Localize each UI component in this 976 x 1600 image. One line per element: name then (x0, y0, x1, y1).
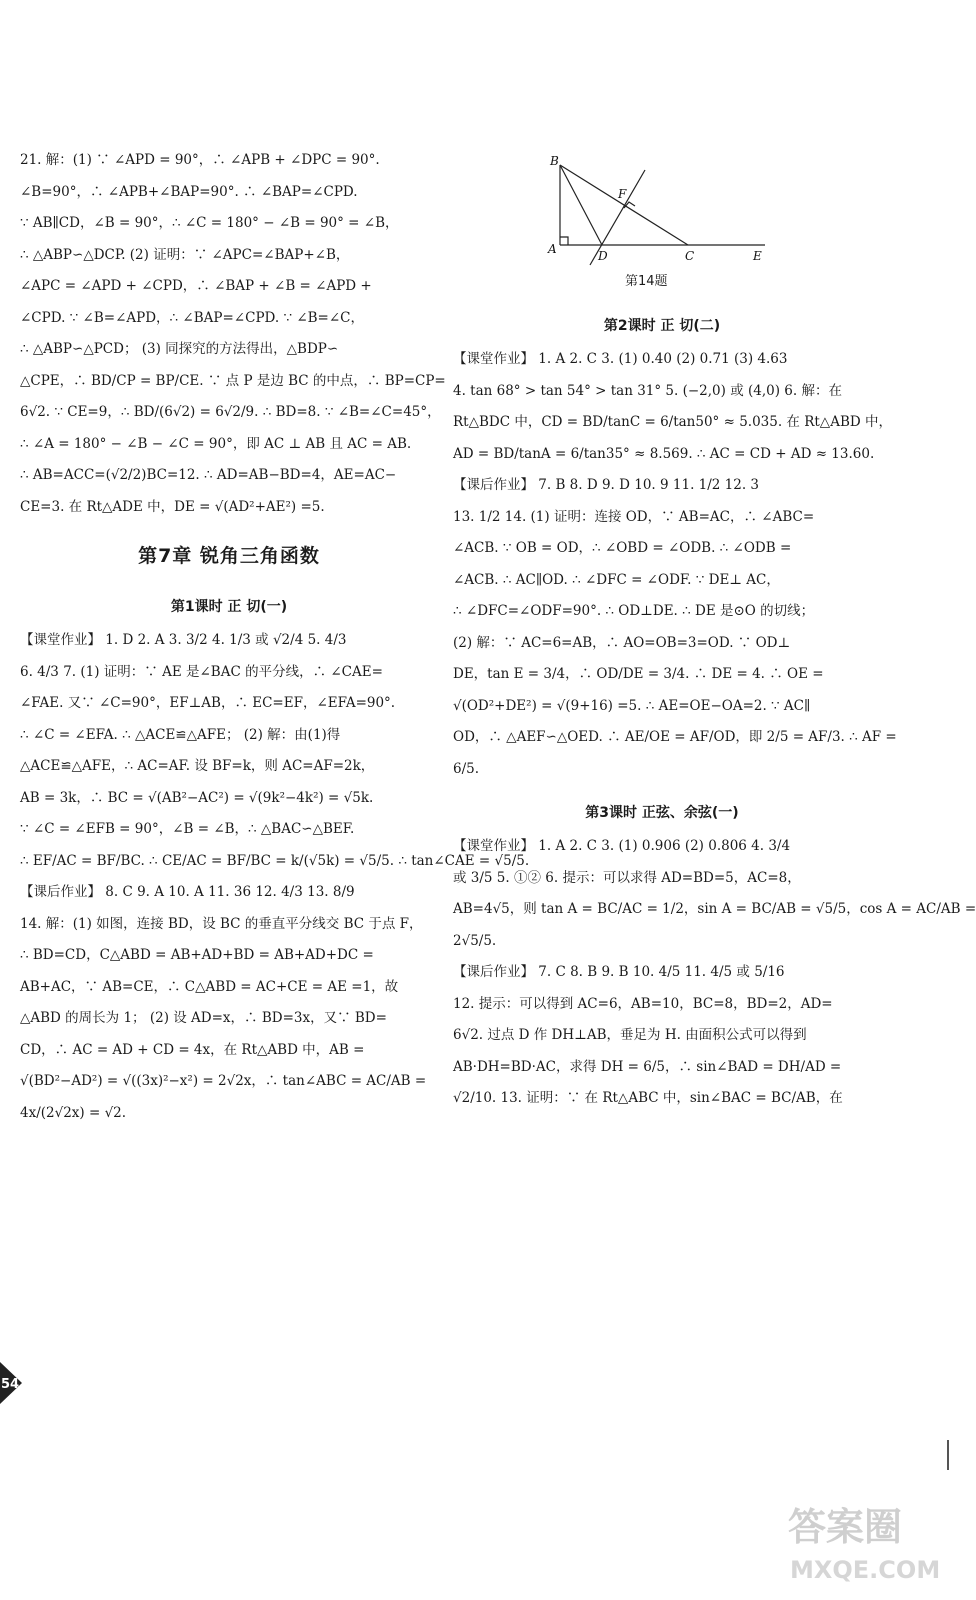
text-line: DE，tan E = 3/4，∴ OD/DE = 3/4. ∴ DE = 4. ∴ OE = (453, 666, 824, 682)
text-line: (2) 解：∵ AC=6=AB，∴ AO=OB=3=OD. ∵ OD⊥ (453, 634, 791, 651)
text-line: CE=3. 在 Rt△ADE 中，DE = √(AD²+AE²) =5. (20, 498, 325, 515)
text-line: 【课堂作业】 1. A 2. C 3. (1) 0.40 (2) 0.71 (3) 4.63 (453, 351, 788, 367)
text-line: ∠ACB. ∴ AC∥OD. ∴ ∠DFC = ∠ODF. ∵ DE⊥ AC， (453, 571, 780, 588)
text-line: AB·DH=BD·AC，求得 DH = 6/5，∴ sin∠BAD = DH/AD = (453, 1058, 842, 1075)
watermark-bottom: MXQE.COM (790, 1556, 941, 1584)
text-line: ∵ ∠C = ∠EFB = 90°，∠B = ∠B，∴ △BAC∽△BEF. (20, 821, 355, 837)
text-line: ∴ ∠DFC=∠ODF=90°. ∴ OD⊥DE. ∴ DE 是⊙O 的切线； (453, 603, 815, 619)
text-line: Rt△BDC 中，CD = BD/tanC = 6/tan50° ≈ 5.035. 在 Rt△ABD 中， (453, 414, 892, 430)
text-line: 4. tan 68° > tan 54° > tan 31° 5. (−2,0) 或 (4,0) 6. 解：在 (453, 382, 842, 399)
text-line: 13. 1/2 14. (1) 证明：连接 OD，∵ AB=AC，∴ ∠ABC= (453, 508, 815, 525)
text-line: CD，∴ AC = AD + CD = 4x，在 Rt△ABD 中，AB = (20, 1041, 365, 1058)
text-line: AB+AC，∵ AB=CE，∴ C△ABD = AC+CE = AE =1，故 (20, 978, 399, 995)
text-line: 6. 4/3 7. (1) 证明：∵ AE 是∠BAC 的平分线，∴ ∠CAE= (20, 663, 383, 680)
text-line: 【课堂作业】 1. A 2. C 3. (1) 0.906 (2) 0.806 4. 3/4 (453, 838, 791, 854)
text-line: △ABD 的周长为 1； (2) 设 AD=x，∴ BD=3x，又∵ BD= (20, 1010, 387, 1026)
text-line: 6√2. ∵ CE=9，∴ BD/(6√2) = 6√2/9. ∴ BD=8. ∵ ∠B=∠C=45°， (20, 404, 441, 420)
text-line: 12. 提示：可以得到 AC=6，AB=10，BC=8，BD=2，AD= (453, 995, 833, 1012)
segment-bd (560, 165, 602, 245)
label-b: B (550, 154, 559, 168)
text-line: △ACE≌△AFE，∴ AC=AF. 设 BF=k，则 AC=AF=2k， (20, 758, 375, 774)
section-heading: 第1课时 正 切(一) (170, 599, 288, 615)
right-angle-a (560, 237, 568, 245)
label-d: D (598, 249, 608, 263)
text-line: 【课后作业】 7. C 8. B 9. B 10. 4/5 11. 4/5 或 5/16 (453, 964, 785, 980)
text-line: 14. 解：(1) 如图，连接 BD，设 BC 的垂直平分线交 BC 于点 F， (20, 915, 423, 932)
text-line: 【课后作业】 7. B 8. D 9. D 10. 9 11. 1/2 12. 3 (453, 477, 760, 493)
text-line: 2√5/5. (453, 932, 497, 949)
page-number: 54 (1, 1377, 20, 1392)
text-line: ∴ ∠C = ∠EFA. ∴ △ACE≌△AFE； (2) 解：由(1)得 (20, 726, 341, 743)
text-line: AB=4√5，则 tan A = BC/AC = 1/2，sin A = BC/AB = √5/5，cos A = AC/AB = (453, 901, 976, 917)
section-heading: 第7章 锐角三角函数 (138, 545, 320, 567)
label-f: F (618, 187, 627, 201)
text-line: √(OD²+DE²) = √(9+16) =5. ∴ AE=OE−OA=2. ∵ AC∥ (453, 697, 811, 714)
label-c: C (685, 249, 695, 263)
text-line: ∴ △ABP∽△DCP. (2) 证明：∵ ∠APC=∠BAP+∠B， (20, 246, 350, 263)
right-column (453, 303, 976, 1120)
section-heading: 第2课时 正 切(二) (603, 318, 721, 334)
text-line: √(BD²−AD²) = √((3x)²−x²) = 2√2x，∴ tan∠ABC = AC/AB = (20, 1073, 427, 1089)
text-line: ∴ △ABP∽△PCD； (3) 同探究的方法得出，△BDP∽ (20, 341, 339, 357)
text-line: √2/10. 13. 证明：∵ 在 Rt△ABC 中，sin∠BAC = BC/AB，在 (453, 1090, 843, 1106)
text-line: △CPE，∴ BD/CP = BP/CE. ∵ 点 P 是边 BC 的中点，∴ BP=CP= (20, 372, 446, 389)
text-line: ∴ ∠A = 180° − ∠B − ∠C = 90°，即 AC ⊥ AB 且 AC = AB. (20, 435, 412, 452)
text-line: AD = BD/tanA = 6/tan35° ≈ 8.569. ∴ AC = CD + AD ≈ 13.60. (453, 445, 875, 462)
text-line: AB = 3k，∴ BC = √(AB²−AC²) = √(9k²−4k²) = √5k. (20, 789, 374, 806)
watermark-logo (778, 1480, 968, 1590)
text-line: ∵ AB∥CD，∠B = 90°，∴ ∠C = 180° − ∠B = 90° = ∠B， (20, 215, 399, 231)
page-number-badge (0, 1362, 32, 1404)
text-line: ∠CPD. ∵ ∠B=∠APD，∴ ∠BAP=∠CPD. ∵ ∠B=∠C， (20, 309, 365, 326)
text-line: ∴ AB=ACC=(√2/2)BC=12. ∴ AD=AB−BD=4，AE=AC− (20, 467, 397, 483)
text-line: 6√2. 过点 D 作 DH⊥AB，垂足为 H. 由面积公式可以得到 (453, 1027, 807, 1043)
text-line: 【课堂作业】 1. D 2. A 3. 3/2 4. 1/3 或 √2/4 5. 4/3 (20, 632, 347, 648)
text-line: ∠B=90°，∴ ∠APB+∠BAP=90°. ∴ ∠BAP=∠CPD. (20, 183, 358, 200)
text-line: 或 3/5 5. ①② 6. 提示：可以求得 AD=BD=5，AC=8， (453, 869, 801, 886)
text-line: ∠APC = ∠APD + ∠CPD，∴ ∠BAP + ∠B = ∠APD + (20, 278, 372, 294)
figure-caption: 第14题 (625, 274, 668, 289)
label-e: E (753, 249, 762, 263)
section-heading: 第3课时 正弦、余弦(一) (585, 805, 739, 821)
text-line: ∴ EF/AC = BF/BC. ∴ CE/AC = BF/BC = k/(√5k) = √5/5. ∴ tan∠CAE = √5/5. (20, 852, 530, 869)
text-line: ∠FAE. 又∵ ∠C=90°，EF⊥AB，∴ EC=EF，∠EFA=90°. (20, 695, 396, 711)
text-line: ∴ BD=CD，C△ABD = AB+AD+BD = AB+AD+DC = (20, 947, 374, 963)
label-a: A (548, 242, 557, 256)
segment-bc (560, 165, 688, 245)
text-line: 4x/(2√2x) = √2. (20, 1104, 127, 1121)
edge-mark (947, 1440, 949, 1470)
text-line: 【课后作业】 8. C 9. A 10. A 11. 36 12. 4/3 13. 8/9 (20, 884, 355, 900)
watermark-top: 答案圈 (788, 1505, 903, 1549)
text-line: ∠ACB. ∵ OB = OD，∴ ∠OBD = ∠ODB. ∴ ∠ODB = (453, 540, 792, 556)
text-line: 6/5. (453, 760, 480, 777)
text-line: 21. 解：(1) ∵ ∠APD = 90°，∴ ∠APB + ∠DPC = 90°. (20, 152, 380, 168)
text-line: OD，∴ △AEF∽△OED. ∴ AE/OE = AF/OD，即 2/5 = AF/3. ∴ AF = (453, 729, 897, 745)
